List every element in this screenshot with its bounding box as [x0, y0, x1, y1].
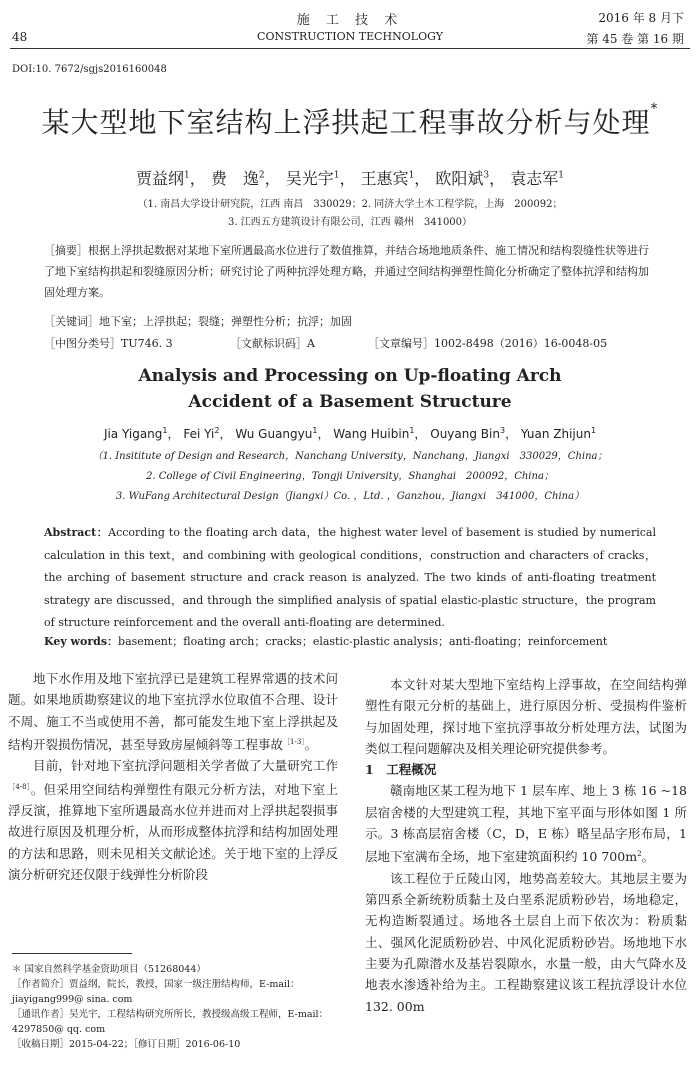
- body-paragraph: 赣南地区某工程为地下 1 层车库、地上 3 栋 16 ~18 层宿舍楼的大型建筑工程，其地下室平面与形体如图 1 所示。3 栋高层宿舍楼（C，D，E 栋）略呈品字形布局，1 层地下室满布全场，地下室建筑面积约 10 $700m^2$。: [365, 783, 687, 865]
- footnote-author-bio: ［作者简介］贾益纲，院长，教授，国家一级注册结构师，E-mail：jiayigang999@ sina. com: [12, 979, 300, 1005]
- author-cn: 欧阳斌$^3$，: [435, 169, 506, 188]
- citation: ［4-8］: [8, 782, 31, 791]
- body-paragraph: 本文针对某大型地下室结构上浮事故，在空间结构弹塑性有限元分析的基础上，进行原因分析、受损构件鉴析与加固处理，探讨地下室抗浮事故分析处理方法，试图为类似工程问题解决及相关理论研究提供参考。: [365, 677, 687, 756]
- author-en: Jia Yigang$^1$，: [103, 426, 180, 441]
- author-en: Wu Guangyu$^1$，: [235, 426, 330, 441]
- affiliation-en-line: 2. College of Civil Engineering，Tongji University，Shanghai 200092，China；: [146, 471, 554, 482]
- issue-date: 2016 年 8 月下: [598, 11, 684, 25]
- author-en: Fei Yi$^2$，: [183, 426, 232, 441]
- footnote-funding: ＊ 国家自然科学基金资助项目（51268044）: [12, 964, 206, 975]
- authors-en: [0, 425, 700, 442]
- keywords-en: [44, 633, 607, 649]
- affiliation-cn-line: 3. 江西五方建筑设计有限公司，江西 赣州 341000）: [227, 217, 473, 228]
- keywords-cn: ［关键词］地下室；上浮拱起；裂缝；弹塑性分析；抗浮；加固: [44, 315, 352, 328]
- page-number: 48: [12, 30, 28, 44]
- abstract-cn: ［摘要］根据上浮拱起数据对某地下室所遇最高水位进行了数值推算，并结合场地地质条件、施工情况和结构裂缝性状等进行了地下室结构拱起和裂缝原因分析；研究讨论了两种抗浮处理方略，并通过空间结构弹塑性简化分析确定了整体抗浮和结构加固处理方案。: [44, 244, 649, 299]
- authors-cn: [0, 166, 700, 189]
- abstract-en: [44, 522, 656, 635]
- affiliation-en-line: 3. WuFang Architectural Design（Jiangxi）Co. ，Ltd. ，Ganzhou，Jiangxi 341000，China）: [115, 491, 585, 502]
- author-en: Wang Huibin$^1$，: [333, 426, 427, 441]
- keywords-en-label: Key words：: [44, 635, 119, 648]
- header-rule: [10, 48, 690, 49]
- issue-volume: 第 45 卷 第 16 期: [586, 32, 684, 46]
- body-paragraph: 地下水作用及地下室抗浮已是建筑工程界常遇的技术问题。如果地质勘察建议的地下室抗浮水位取值不合理、设计不周、施工不当或使用不善，都可能发生地下室上浮拱起及结构开裂损伤情况，甚至导致房屋倾斜等工程事故$^{[1-3]}$。: [8, 671, 338, 753]
- body-paragraph: 该工程位于丘陵山冈，地势高差较大。其地层主要为第四系全新统粉质黏土及白垩系泥质粉砂岩，场地稳定，无构造断裂通过。场地各土层自上而下依次为：粉质黏土、强风化泥质粉砂岩、中风化泥质粉砂岩。场地地下水主要为孔隙潜水及基岩裂隙水，水量一般，由大气降水及地表水渗透补给为主。工程勘察建议该工程抗浮设计水位 132. 00m: [365, 870, 687, 1014]
- doi: DOI:10. 7672/sgjs2016160048: [12, 64, 167, 75]
- affiliation-en-line: （1. Insititute of Design and Research，Nanchang University，Nanchang，Jiangxi 330029，China；: [92, 451, 608, 462]
- author-cn: 费 逸$^2$，: [210, 169, 281, 188]
- footnote-dates: ［收稿日期］2015-04-22；［修订日期］2016-06-10: [12, 1039, 241, 1050]
- journal-name-cn: 施 工 技 术: [296, 13, 404, 28]
- body-paragraph: 目前，针对地下室抗浮问题相关学者做了大量研究工作$^{[4-8]}$。但采用空间结构弹塑性有限元分析方法，对地下室上浮反演，推算地下室所遇最高水位并进而对上浮拱起裂损事故进行原因及机理分析，从而形成整体抗浮和结构加固处理的方法和思路，则未见相关文献论述。关于地下室的上浮反演分析研究还仅限于线弹性分析阶段: [8, 758, 338, 882]
- footnote-rule: [12, 953, 132, 954]
- document-code: ［文献标识码］A: [230, 337, 315, 350]
- keywords-en-text: basement；floating arch；cracks；elastic-plastic analysis；anti-floating；reinforcement: [118, 635, 608, 648]
- footnote-corresponding: ［通讯作者］吴光宇，工程结构研究所所长，教授级高级工程师，E-mail：4297850@ qq. com: [12, 1009, 329, 1035]
- author-en: Yuan Zhijun$^1$: [520, 426, 597, 441]
- journal-name-en: CONSTRUCTION TECHNOLOGY: [257, 30, 443, 43]
- clc-number: ［中图分类号］TU746. 3: [44, 337, 173, 350]
- author-en: Ouyang Bin$^3$，: [430, 426, 518, 441]
- body-right-column: [365, 674, 687, 1017]
- author-cn: 吴光宇$^1$，: [285, 169, 356, 188]
- abstract-en-label: Abstract：: [44, 526, 109, 539]
- abstract-en-text: According to the floating arch data，the highest water level of basement is studied by numerical calculation in this text，and combining with geological conditions，construction and characters of cracks，the arching of basement structure and crack reason is analyzed. The two kinds of anti-floating treatment strategy are discussed，and through the simplified analysis of spatial elastic-plastic structure，the program of structure reinforcement and the overall anti-floating are determined.: [44, 526, 656, 629]
- section-heading: 1 工程概况: [365, 762, 437, 778]
- body-left-column: [8, 668, 338, 885]
- citation: ［1-3］: [283, 737, 305, 746]
- author-cn: 贾益纲$^1$，: [135, 169, 206, 188]
- title-en-line: Accident of a Basement Structure: [188, 392, 512, 412]
- article-number: ［文章编号］1002-8498（2016）16-0048-05: [368, 337, 608, 350]
- title-en-line: Analysis and Processing on Up-floating Arch: [138, 366, 562, 386]
- author-cn: 王惠宾$^1$，: [360, 169, 431, 188]
- title-footnote-mark: *: [650, 101, 659, 117]
- title-cn-text: 某大型地下室结构上浮拱起工程事故分析与处理: [41, 106, 651, 139]
- affiliation-cn-line: （1. 南昌大学设计研究院，江西 南昌 330029；2. 同济大学土木工程学院，上海 200092；: [137, 199, 563, 210]
- author-cn: 袁志军$^1$: [510, 169, 565, 188]
- footnotes: [12, 962, 342, 1052]
- title-cn: [0, 101, 700, 141]
